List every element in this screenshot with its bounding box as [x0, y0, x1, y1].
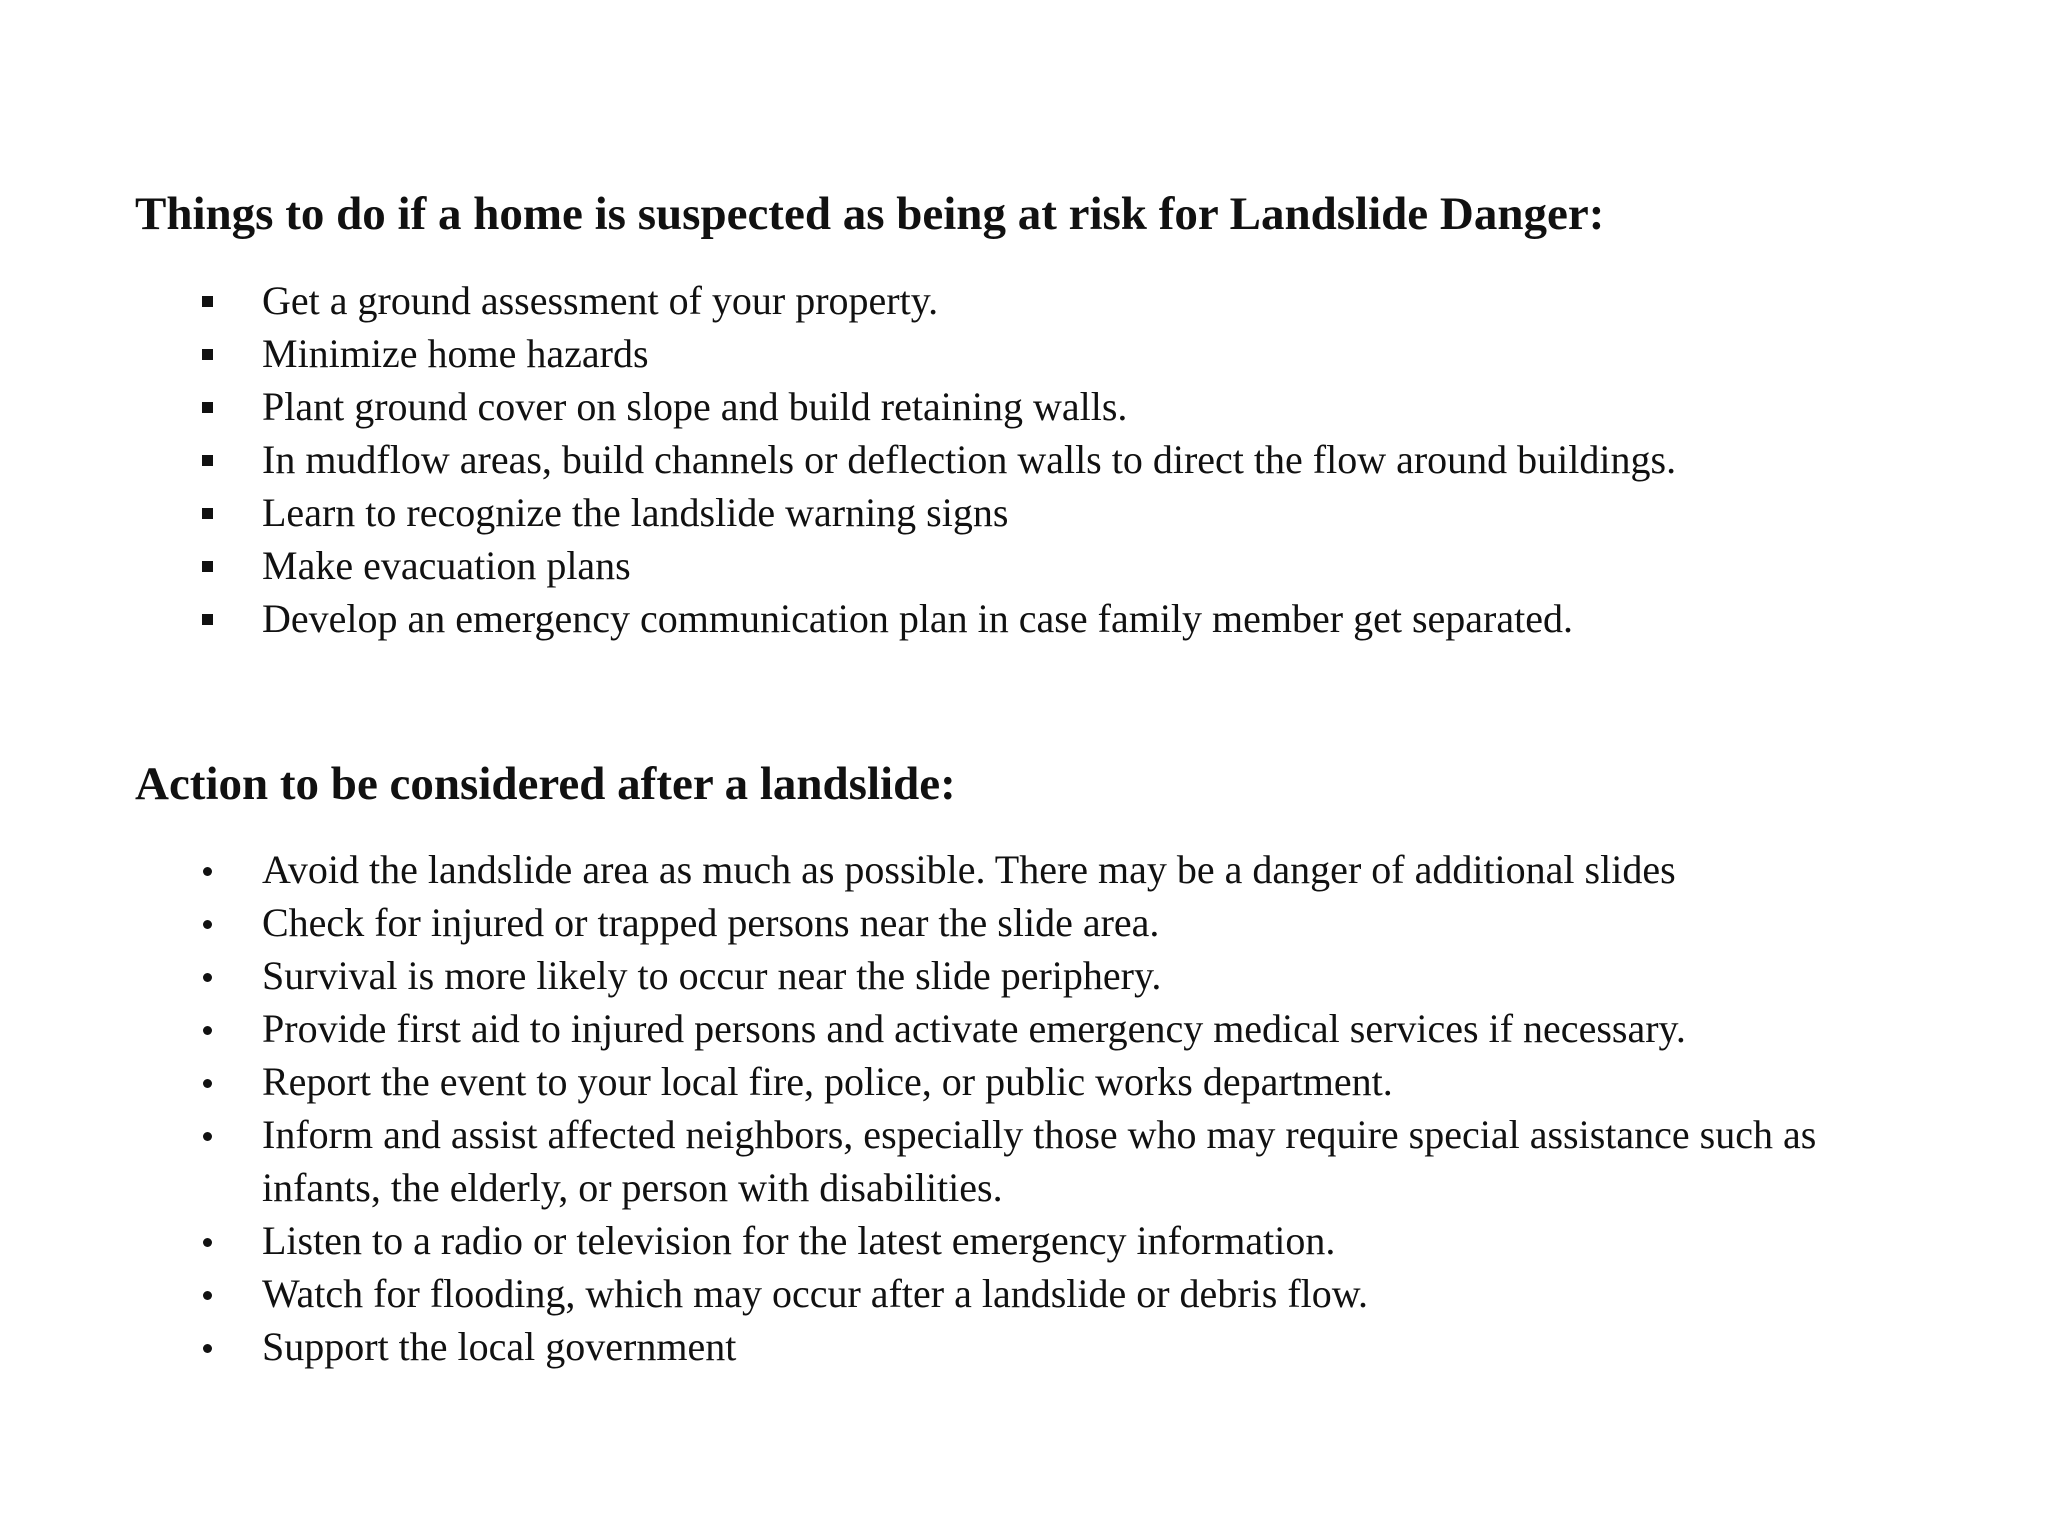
round-bullet-icon [200, 1002, 230, 1055]
list-item [0, 486, 1942, 539]
list-item-text: Support the local government [262, 1324, 737, 1369]
list-item-text: Learn to recognize the landslide warning signs [262, 490, 1009, 535]
list-item-text: Minimize home hazards [262, 331, 649, 376]
list-item [0, 274, 1942, 327]
list-item-text: Provide first aid to injured persons and activate emergency medical services if necessary. [262, 1006, 1686, 1051]
list-item [0, 1320, 1942, 1373]
list-item [0, 327, 1942, 380]
list-item-text: Plant ground cover on slope and build retaining walls. [262, 384, 1128, 429]
square-bullet-icon [200, 592, 230, 645]
list-item [0, 896, 1942, 949]
list-item-text: Get a ground assessment of your property. [262, 278, 939, 323]
list-item-text: Avoid the landslide area as much as possible. There may be a danger of additional slides [262, 847, 1676, 892]
list-item-text: Check for injured or trapped persons near the slide area. [262, 900, 1160, 945]
list-item [0, 843, 1942, 896]
square-bullet-icon [200, 274, 230, 327]
list-item [0, 1267, 1942, 1320]
list-item [0, 1002, 1942, 1055]
square-bullet-icon [200, 486, 230, 539]
round-bullet-icon [200, 1267, 230, 1320]
list-item-text: Survival is more likely to occur near the slide periphery. [262, 953, 1162, 998]
round-bullet-icon [200, 896, 230, 949]
after-landslide-list [0, 843, 2048, 1373]
round-bullet-icon [200, 949, 230, 1002]
square-bullet-icon [200, 539, 230, 592]
list-item-text: Inform and assist affected neighbors, especially those who may require special assistance such as infants, the elderly, or person with disabilities. [262, 1112, 1817, 1210]
round-bullet-icon [200, 1320, 230, 1373]
list-item [0, 592, 1942, 645]
list-item [0, 1214, 1942, 1267]
list-item-text: Report the event to your local fire, police, or public works department. [262, 1059, 1393, 1104]
list-item-text: Watch for flooding, which may occur after a landslide or debris flow. [262, 1271, 1369, 1316]
list-item-text: Develop an emergency communication plan in case family member get separated. [262, 596, 1573, 641]
list-item-text: Make evacuation plans [262, 543, 631, 588]
list-item [0, 1055, 1942, 1108]
list-item [0, 949, 1942, 1002]
list-item [0, 539, 1942, 592]
list-item-text: In mudflow areas, build channels or deflection walls to direct the flow around buildings. [262, 437, 1677, 482]
square-bullet-icon [200, 327, 230, 380]
section-heading-risk-preparation: Things to do if a home is suspected as being at risk for Landslide Danger: [135, 188, 1605, 240]
list-item-text: Listen to a radio or television for the latest emergency information. [262, 1218, 1336, 1263]
round-bullet-icon [200, 843, 230, 896]
square-bullet-icon [200, 433, 230, 486]
round-bullet-icon [200, 1214, 230, 1267]
round-bullet-icon [200, 1108, 230, 1161]
list-item [0, 1108, 1942, 1214]
list-item [0, 380, 1942, 433]
risk-preparation-list [0, 274, 2048, 645]
round-bullet-icon [200, 1055, 230, 1108]
list-item [0, 433, 1942, 486]
section-heading-after-landslide: Action to be considered after a landslide: [135, 758, 956, 810]
square-bullet-icon [200, 380, 230, 433]
